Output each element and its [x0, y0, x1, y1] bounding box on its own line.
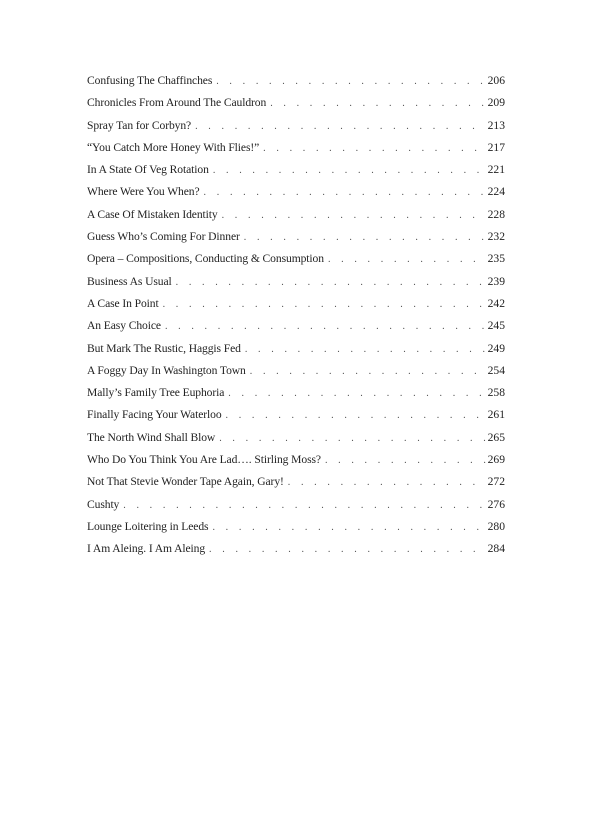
- toc-dot-leader: [165, 316, 486, 338]
- toc-entry: [87, 115, 505, 137]
- toc-entry-page: 224: [487, 185, 505, 199]
- toc-entry-title: Business As Usual: [87, 274, 172, 288]
- toc-dot-leader: [123, 495, 485, 517]
- toc-entry-title: A Foggy Day In Washington Town: [87, 363, 246, 377]
- toc-entry-page: 254: [487, 363, 505, 377]
- toc-dot-leader: [288, 472, 486, 494]
- toc-dot-leader: [328, 249, 486, 271]
- toc-entry: [87, 315, 505, 337]
- toc-entry-page: 206: [487, 74, 505, 87]
- toc-dot-leader: [176, 272, 486, 294]
- toc-dot-leader: [195, 116, 486, 138]
- toc-entry-page: 249: [487, 341, 505, 355]
- toc-entry: [87, 427, 505, 449]
- toc-entry: [87, 137, 505, 159]
- toc-entry-page: 221: [487, 163, 505, 177]
- toc-entry-title: Cushty: [87, 497, 120, 511]
- toc-entry-title: The North Wind Shall Blow: [87, 430, 216, 444]
- toc-entry-title: Chronicles From Around The Cauldron: [87, 96, 267, 110]
- toc-dot-leader: [222, 205, 486, 227]
- toc-entry-title: “You Catch More Honey With Flies!”: [87, 140, 260, 154]
- toc-entry: [87, 471, 505, 493]
- toc-entry: [87, 338, 505, 360]
- toc-entry-page: 235: [487, 252, 505, 266]
- toc-entry-page: 265: [487, 430, 505, 444]
- toc-entry: [87, 92, 505, 114]
- toc-entry: [87, 449, 505, 471]
- toc-entry-title: I Am Aleing. I Am Aleing: [87, 542, 206, 556]
- toc-entry: [87, 70, 505, 92]
- toc-dot-leader: [204, 182, 486, 204]
- toc-entry-page: 242: [487, 296, 505, 310]
- toc-entry: [87, 404, 505, 426]
- toc-entry-page: 280: [487, 519, 505, 533]
- toc-entry-title: Mally’s Family Tree Euphoria: [87, 386, 225, 400]
- toc-entry-page: 261: [487, 408, 505, 422]
- toc-entry-title: Not That Stevie Wonder Tape Again, Gary!: [87, 475, 284, 489]
- toc-entry-page: 217: [487, 140, 505, 154]
- toc-dot-leader: [250, 361, 486, 383]
- toc-entry-title: An Easy Choice: [87, 319, 161, 333]
- toc-entry-title: Who Do You Think You Are Lad…. Stirling Moss?: [87, 453, 321, 467]
- toc-entry-page: 272: [487, 475, 505, 489]
- toc-dot-leader: [226, 405, 486, 427]
- toc-entry-title: Finally Facing Your Waterloo: [87, 408, 222, 422]
- toc-entry-page: 258: [487, 386, 505, 400]
- toc-entry: [87, 293, 505, 315]
- toc-entry: [87, 204, 505, 226]
- toc-entry-title: A Case In Point: [87, 296, 159, 310]
- toc-entry: [87, 271, 505, 293]
- toc-entry-title: Where Were You When?: [87, 185, 200, 199]
- toc-entry-page: 276: [487, 497, 505, 511]
- toc-entry: [87, 382, 505, 404]
- toc-entry: [87, 181, 505, 203]
- toc-entry: [87, 159, 505, 181]
- toc-entry: [87, 360, 505, 382]
- toc-entry: [87, 538, 505, 560]
- toc-dot-leader: [212, 517, 485, 539]
- toc-dot-leader: [209, 539, 486, 561]
- toc-entry-page: 284: [487, 542, 505, 556]
- toc-dot-leader: [263, 138, 485, 160]
- toc-entry-title: Spray Tan for Corbyn?: [87, 118, 192, 132]
- toc-entry-title: In A State Of Veg Rotation: [87, 163, 209, 177]
- toc-entry-title: A Case Of Mistaken Identity: [87, 207, 218, 221]
- table-of-contents: [87, 70, 505, 561]
- toc-dot-leader: [245, 339, 486, 361]
- toc-entry: [87, 494, 505, 516]
- toc-dot-leader: [163, 294, 486, 316]
- toc-dot-leader: [244, 227, 486, 249]
- toc-entry-page: 245: [487, 319, 505, 333]
- toc-entry-page: 269: [487, 453, 505, 467]
- toc-entry-title: Guess Who’s Coming For Dinner: [87, 230, 240, 244]
- toc-entry-title: Lounge Loitering in Leeds: [87, 519, 209, 533]
- toc-entry-page: 232: [487, 230, 505, 244]
- toc-entry-title: Opera – Compositions, Conducting & Consumption: [87, 252, 324, 266]
- toc-entry-page: 239: [487, 274, 505, 288]
- toc-dot-leader: [216, 71, 485, 93]
- toc-entry-page: 228: [487, 207, 505, 221]
- toc-dot-leader: [228, 383, 485, 405]
- toc-entry: [87, 226, 505, 248]
- toc-entry-page: 213: [487, 118, 505, 132]
- toc-entry-title: Confusing The Chaffinches: [87, 74, 213, 87]
- toc-dot-leader: [325, 450, 486, 472]
- toc-entry: [87, 516, 505, 538]
- toc-dot-leader: [270, 93, 485, 115]
- toc-entry: [87, 248, 505, 270]
- toc-entry-title: But Mark The Rustic, Haggis Fed: [87, 341, 241, 355]
- toc-dot-leader: [213, 160, 486, 182]
- toc-dot-leader: [219, 428, 485, 450]
- toc-entry-page: 209: [487, 96, 505, 110]
